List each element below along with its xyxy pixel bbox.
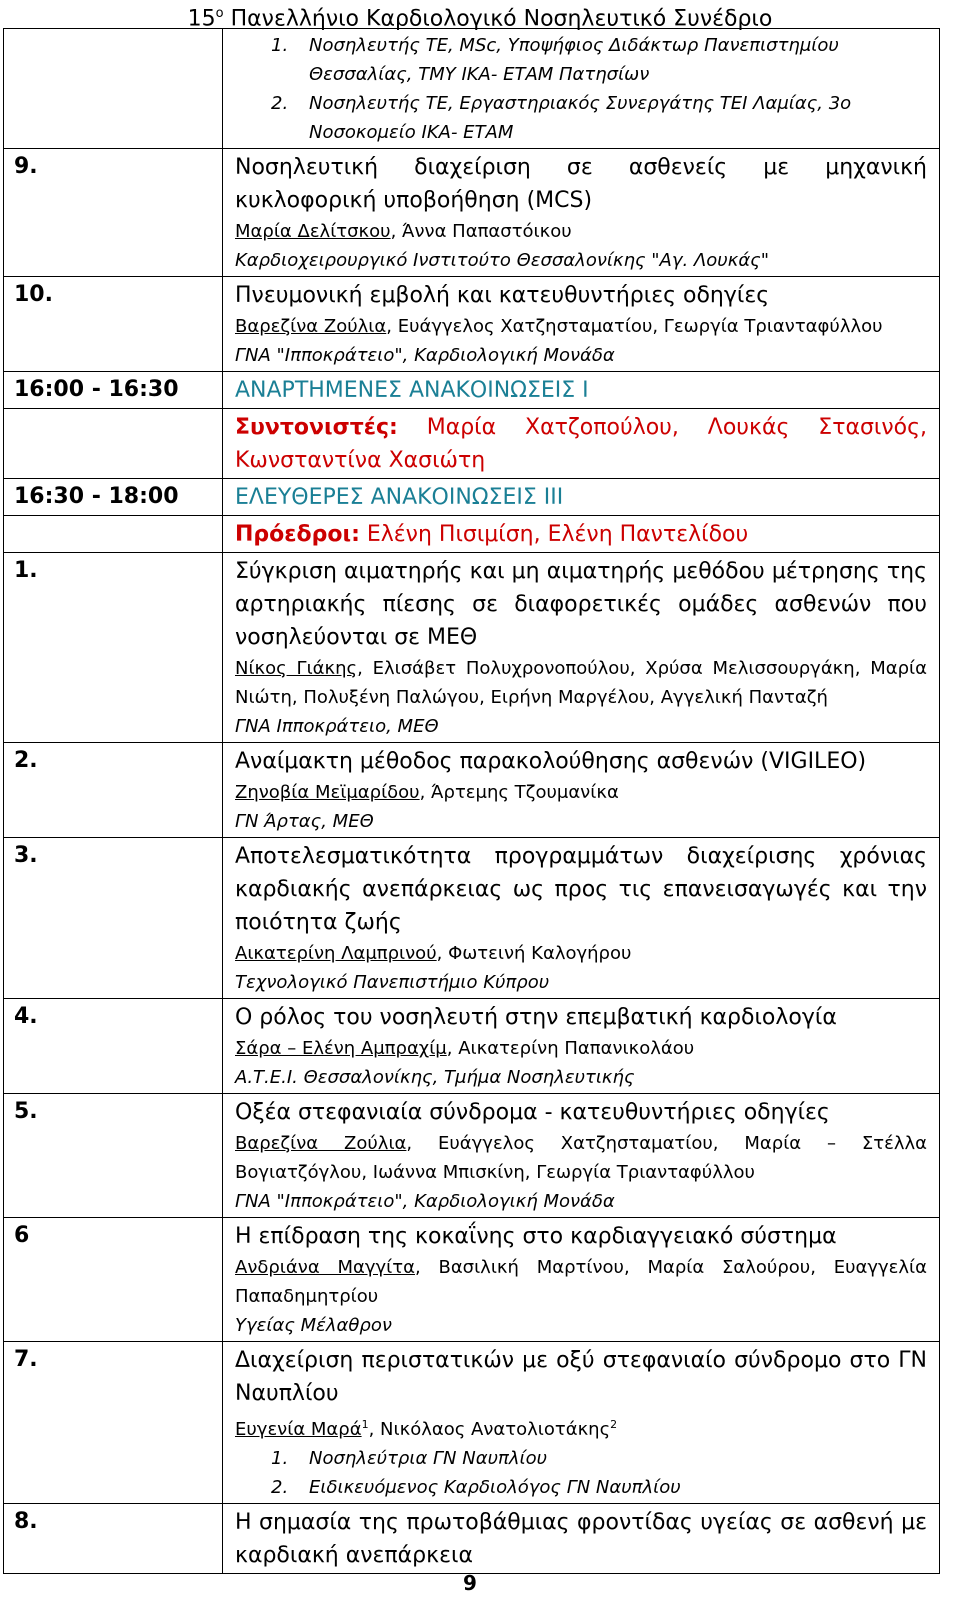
presentation-title: Η σημασία της πρωτοβάθμιας φροντίδας υγείας σε ασθενή με καρδιακή ανεπάρκεια (235, 1510, 927, 1568)
institution: ΓΝ Άρτας, ΜΕΘ (235, 811, 374, 832)
header-text: 15 (187, 6, 216, 32)
table-row (4, 1218, 940, 1342)
affiliations-continued: 1. Νοσηλευτής ΤΕ, MSc, Υποψήφιος Διδάκτωρ Πανεπιστημίου Θεσσαλίας, ΤΜΥ ΙΚΑ- ΕΤΑΜ Πατησίων 2. Νοσηλευτής ΤΕ, Εργαστηριακός Συνεργάτης ΤΕΙ Λαμίας, 3ο Νοσοκομείο ΙΚΑ- ΕΤΑΜ (223, 29, 940, 149)
table-row (4, 999, 940, 1094)
table-row: 7. Διαχείριση περιστατικών με οξύ στεφανιαίο σύνδρομο στο ΓΝ Ναυπλίου Ευγενία Μαρά$^1$, Νικόλαος Ανατολιοτάκης$^2$ 1. Νοσηλεύτρια ΓΝ Ναυπλίου 2. Ειδικευόμενος Καρδιολόγος ΓΝ Ναυπλίου (4, 1342, 940, 1504)
authors: Μαρία Δελίτσκου, Άννα Παπαστόικου (235, 221, 572, 242)
item-number: 4. (4, 999, 223, 1094)
institution: Α.Τ.Ε.Ι. Θεσσαλονίκης, Τμήμα Νοσηλευτικής (235, 1067, 635, 1088)
authors: Βαρεζίνα Ζούλια, Ευάγγελος Χατζησταματίου, Μαρία – Στέλλα Βογιατζόγλου, Ιωάννα Μπισκίνη, Γεωργία Τριανταφύλλου (235, 1133, 927, 1183)
chair-row (4, 516, 940, 553)
table-row (4, 553, 940, 743)
table-row (4, 149, 940, 277)
authors: Βαρεζίνα Ζούλια, Ευάγγελος Χατζησταματίου, Γεωργία Τριανταφύλλου (235, 316, 883, 337)
presentation-title: Πνευμονική εμβολή και κατευθυντήριες οδηγίες (235, 283, 770, 308)
page-number: 9 (463, 1571, 477, 1595)
presentation-title: Η επίδραση της κοκαΐνης στο καρδιαγγειακό σύστημα (235, 1224, 837, 1249)
institution: Τεχνολογικό Πανεπιστήμιο Κύπρου (235, 972, 550, 993)
header-text-rest: Πανελλήνιο Καρδιολογικό Νοσηλευτικό Συνέδριο (223, 6, 773, 32)
presentation-title: Ο ρόλος του νοσηλευτή στην επεμβατική καρδιολογία (235, 1005, 837, 1030)
session-title: ΕΛΕΥΘΕΡΕΣ ΑΝΑΚΟΙΝΩΣΕΙΣ ΙΙΙ (223, 479, 940, 516)
session-title: ΑΝΑΡΤΗΜΕΝΕΣ ΑΝΑΚΟΙΝΩΣΕΙΣ Ι (223, 372, 940, 409)
item-number: 5. (4, 1094, 223, 1218)
item-number: 9. (4, 149, 223, 277)
item-number: 7. (4, 1342, 223, 1504)
item-number: 1. (4, 553, 223, 743)
session-time: 16:30 - 18:00 (4, 479, 223, 516)
table-row (4, 838, 940, 999)
item-number: 6 (4, 1218, 223, 1342)
presentation-title: Οξέα στεφανιαία σύνδρομα - κατευθυντήριες οδηγίες (235, 1100, 830, 1125)
institution: ΓΝΑ "Ιπποκράτειο", Καρδιολογική Μονάδα (235, 345, 615, 366)
item-number: 3. (4, 838, 223, 999)
authors: Νίκος Γιάκης, Ελισάβετ Πολυχρονοπούλου, Χρύσα Μελισσουργάκη, Μαρία Νιώτη, Πολυξένη Παλώγου, Ειρήνη Μαργέλου, Αγγελική Πανταζή (235, 658, 927, 708)
presentation-title: Αποτελεσματικότητα προγραμμάτων διαχείρισης χρόνιας καρδιακής ανεπάρκειας ως προς τις επανεισαγωγές και την ποιότητα ζωής (235, 844, 927, 935)
session-chairs: Συντονιστές: Μαρία Χατζοπούλου, Λουκάς Στασινός, Κωνσταντίνα Χασιώτη (223, 409, 940, 479)
item-number: 8. (4, 1504, 223, 1574)
table-row (4, 743, 940, 838)
item-number: 2. (4, 743, 223, 838)
presentation-title: Νοσηλευτική διαχείριση σε ασθενείς με μηχανική κυκλοφορική υποβοήθηση (MCS) (235, 155, 927, 213)
institution: Καρδιοχειρουργικό Ινστιτούτο Θεσσαλονίκης "Αγ. Λουκάς" (235, 250, 770, 271)
institution: Υγείας Μέλαθρον (235, 1315, 392, 1336)
table-row (4, 1504, 940, 1574)
presentation-title: Αναίμακτη μέθοδος παρακολούθησης ασθενών (VIGILEO) (235, 749, 867, 774)
institution: ΓΝΑ Ιπποκράτειο, ΜΕΘ (235, 716, 439, 737)
institution: ΓΝΑ "Ιπποκράτειο", Καρδιολογική Μονάδα (235, 1191, 615, 1212)
session-row (4, 479, 940, 516)
authors: Ευγενία Μαρά$^1$, Νικόλαος Ανατολιοτάκης$^2$ (235, 1418, 618, 1440)
presentation-title: Διαχείριση περιστατικών με οξύ στεφανιαίο σύνδρομο στο ΓΝ Ναυπλίου (235, 1348, 927, 1406)
authors: Σάρα – Ελένη Αμπραχίμ, Αικατερίνη Παπανικολάου (235, 1038, 695, 1059)
session-time: 16:00 - 16:30 (4, 372, 223, 409)
authors: Ζηνοβία Μεϊμαρίδου, Άρτεμης Τζουμανίκα (235, 782, 619, 803)
session-chairs: Πρόεδροι: Ελένη Πισιμίση, Ελένη Παντελίδου (223, 516, 940, 553)
table-row (4, 277, 940, 372)
chair-row (4, 409, 940, 479)
item-number: 10. (4, 277, 223, 372)
table-row (4, 29, 940, 149)
table-row (4, 1094, 940, 1218)
program-table (3, 28, 940, 1574)
authors: Ανδριάνα Μαγγίτα, Βασιλική Μαρτίνου, Μαρία Σαλούρου, Ευαγγελία Παπαδημητρίου (235, 1257, 927, 1307)
header-ordinal: ο (215, 6, 224, 21)
authors: Αικατερίνη Λαμπρινού, Φωτεινή Καλογήρου (235, 943, 632, 964)
session-row (4, 372, 940, 409)
presentation-title: Σύγκριση αιματηρής και μη αιματηρής μεθόδου μέτρησης της αρτηριακής πίεσης σε διαφορετικές ομάδες ασθενών που νοσηλεύονται σε ΜΕΘ (235, 559, 927, 650)
